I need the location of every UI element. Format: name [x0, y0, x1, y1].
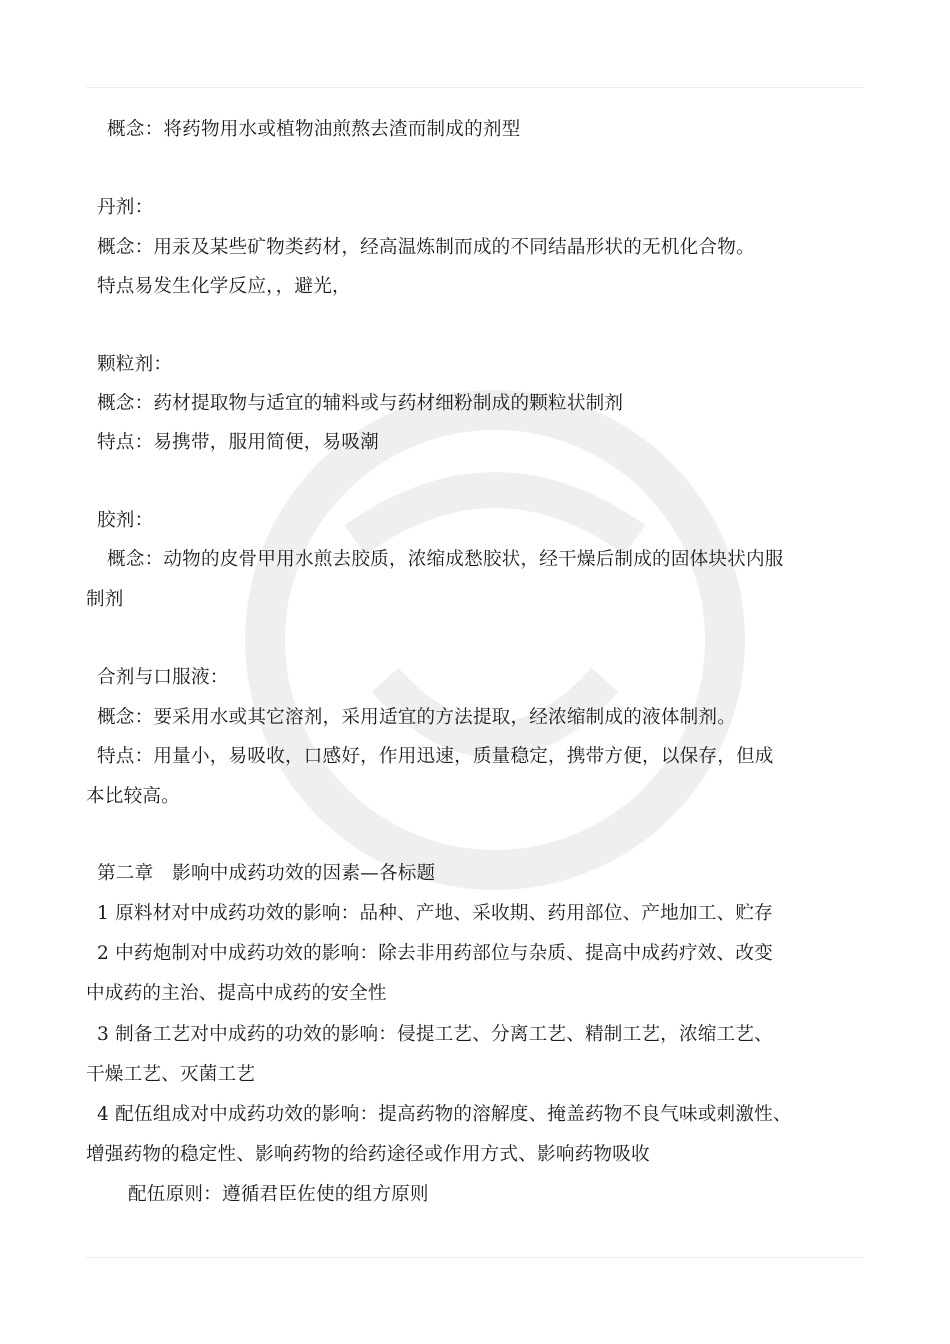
header-rule — [86, 87, 864, 88]
mixture-feature-line2: 本比较高。 — [86, 786, 180, 807]
chapter2-title: 第二章 影响中成药功效的因素—各标题 — [97, 863, 436, 884]
watermark-logo-icon — [235, 380, 755, 900]
footer-rule — [86, 1257, 864, 1258]
mixture-feature-line1: 特点：用量小，易吸收，口感好，作用迅速，质量稳定，携带方便，以保存，但成 — [97, 746, 774, 767]
chapter2-item3-line2: 干燥工艺、灭菌工艺 — [86, 1064, 256, 1085]
granule-feature: 特点：易携带，服用简便，易吸潮 — [97, 432, 379, 453]
chapter2-item2-line2: 中成药的主治、提高中成药的安全性 — [86, 983, 387, 1004]
chapter2-item1: 1 原料材对中成药功效的影响：品种、产地、采收期、药用部位、产地加工、贮存 — [97, 903, 773, 924]
dan-feature: 特点易发生化学反应，，避光， — [97, 276, 351, 297]
mixture-title: 合剂与口服液： — [97, 667, 229, 688]
chapter2-item2-line1: 2 中药炮制对中成药功效的影响：除去非用药部位与杂质、提高中成药疗效、改变 — [97, 943, 773, 964]
decoction-concept: 概念：将药物用水或植物油煎熬去渣而制成的剂型 — [107, 119, 521, 140]
chapter2-item4-line1: 4 配伍组成对中成药功效的影响：提高药物的溶解度、掩盖药物不良气味或刺激性、 — [97, 1104, 792, 1125]
gel-concept-line2: 制剂 — [86, 589, 124, 610]
gel-title: 胶剂： — [97, 510, 154, 531]
dan-title: 丹剂： — [97, 197, 154, 218]
mixture-concept: 概念：要采用水或其它溶剂，采用适宜的方法提取，经浓缩制成的液体制剂。 — [97, 707, 736, 728]
granule-title: 颗粒剂： — [97, 354, 173, 375]
granule-concept: 概念：药材提取物与适宜的辅料或与药材细粉制成的颗粒状制剂 — [97, 393, 624, 414]
dan-concept: 概念：用汞及某些矿物类药材，经高温炼制而成的不同结晶形状的无机化合物。 — [97, 237, 755, 258]
chapter2-item4-line2: 增强药物的稳定性、影响药物的给药途径或作用方式、影响药物吸收 — [86, 1144, 650, 1165]
compatibility-principle: 配伍原则：遵循君臣佐使的组方原则 — [128, 1184, 429, 1205]
gel-concept-line1: 概念：动物的皮骨甲用水煎去胶质，浓缩成愁胶状，经干燥后制成的固体块状内服 — [107, 549, 784, 570]
chapter2-item3-line1: 3 制备工艺对中成药的功效的影响：侵提工艺、分离工艺、精制工艺，浓缩工艺、 — [97, 1024, 773, 1045]
